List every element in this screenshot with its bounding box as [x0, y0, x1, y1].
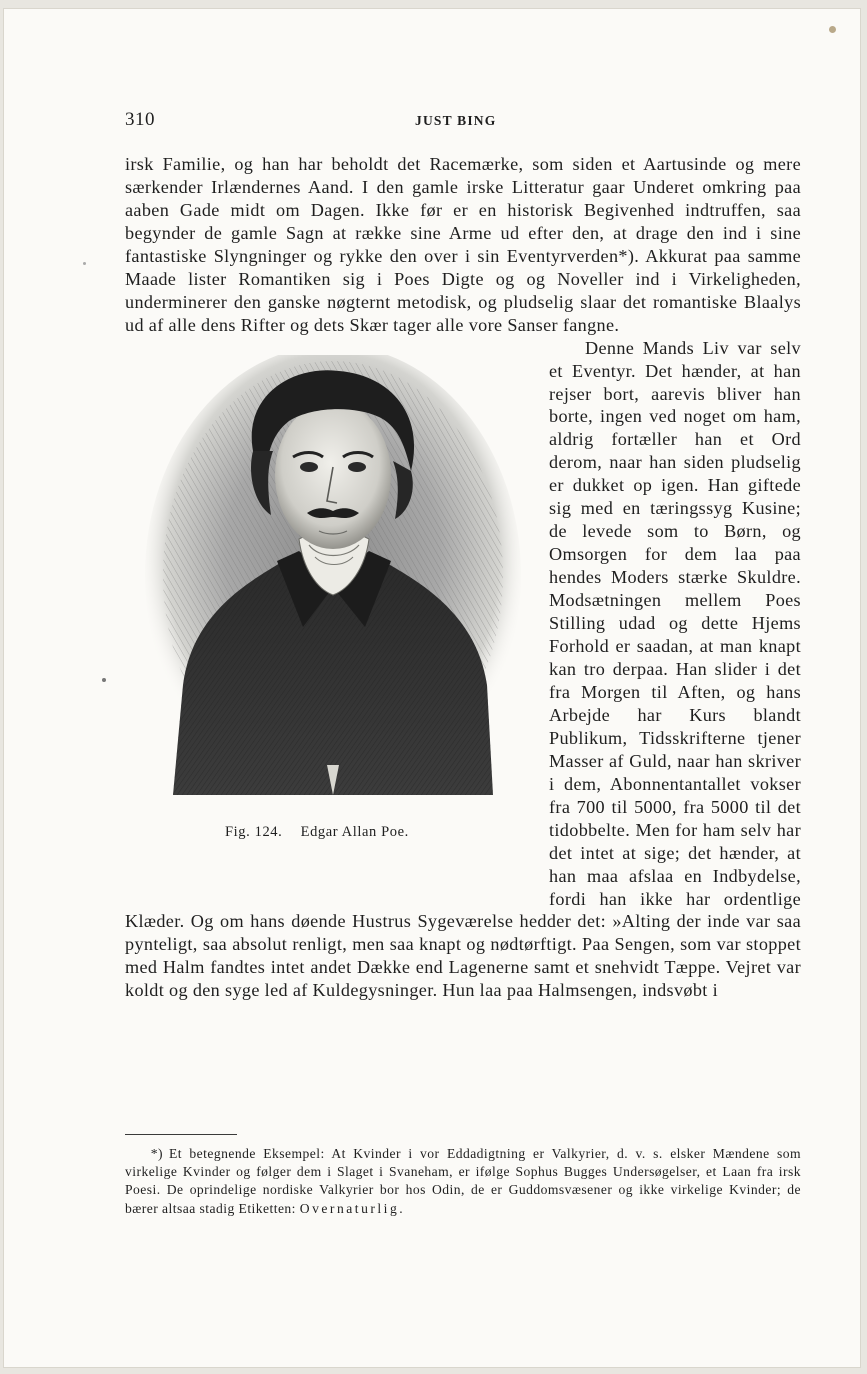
figure-label: Fig. 124. — [225, 823, 283, 840]
body-text — [125, 153, 801, 1002]
footnote-divider — [125, 1134, 237, 1135]
page-number: 310 — [125, 109, 155, 130]
footnote-marker: *) — [150, 1146, 163, 1161]
figure-caption — [225, 821, 409, 844]
portrait-engraving — [143, 355, 523, 811]
figure-poe-portrait — [125, 337, 549, 889]
paper-speck — [102, 678, 106, 682]
paper-speck — [83, 262, 86, 265]
paragraph-2: Denne Mands Liv var selv et Eventyr. Det hænder, at han rejser bort, aarevis bliver han borte, ingen ved noget om ham, aldrig fortæller han et Ord derom, naar han siden pludselig er dukket op igen. Han giftede sig med en tæringssyg Kusine; de levede som to Børn, og Omsorgen for dem laa paa hendes Moders stærke Skuldre. Modsætningen mellem Poes Stilling udad og dette Hjems Forhold er saadan, at man knapt kan tro derpaa. Han slider i det fra Morgen til Aften, og hans Arbejde har Kurs blandt Publikum, Tidsskrifterne tjener Masser af Guld, naar han skriver i dem, Abonnentantallet vokser fra 700 til 5000, fra 5000 til det tidobbelte. Men for ham selv har det intet at sige; det hænder, at han maa afslaa en Indbydelse, fordi han ikke har ordentlige Klæder. Og om hans døende Hustrus Sygeværelse hedder det: »Alting der inde var saa pynteligt, saa absolut renligt, men saa knapt og nødtørftigt. Paa Sengen, som var stoppet med Halm fandtes intet andet Dække end Lagenerne samt et snehvidt Tæppe. Vejret var koldt og den syge led af Kuldegysninger. Hun laa paa Halmsengen, indsvøbt i — [125, 337, 801, 1001]
running-title: JUST BING — [415, 113, 497, 128]
figure-title: Edgar Allan Poe. — [300, 823, 409, 840]
footnote — [125, 1145, 801, 1218]
footnote-emphasis: Overnaturlig. — [299, 1200, 406, 1216]
running-head — [125, 109, 801, 135]
book-page — [3, 8, 861, 1368]
footnote-text: Et betegnende Eksempel: At Kvinder i vor Eddadigtning er Valkyrier, d. v. s. elsker Mændene som virkelige Kvinder og følger dem i Slaget i Svaneham, er ifølge Sophus Bugges Undersøgelser, et Laan fra irsk Poesi. De oprindelige nordiske Valkyrier bor hos Odin, de er Guddomsvæsener og ikke virkelige Kvinder; de bærer altsaa stadig Etiketten: — [125, 1146, 801, 1216]
paragraph-1: irsk Familie, og han har beholdt det Racemærke, som siden et Aartusinde og mere særkender Irlændernes Aand. I den gamle irske Litteratur gaar Underet omkring paa aaben Gade midt om Dagen. Ikke før er en historisk Begivenhed indtruffen, saa begynder de gamle Sagn at række sine Arme ud efter den, at drage den ind i sine fantastiske Slyngninger og rykke den over i sin Eventyrverden*). Akkurat paa samme Maade lister Romantiken sig i Poes Digte og og Noveller ind i Virkeligheden, underminerer den ganske nøgternt metodisk, og pludselig slaar det romantiske Blaalys ud af alle dens Rifter og dets Skær tager alle vore Sanser fangne. — [125, 154, 801, 335]
paper-speck — [829, 26, 836, 33]
